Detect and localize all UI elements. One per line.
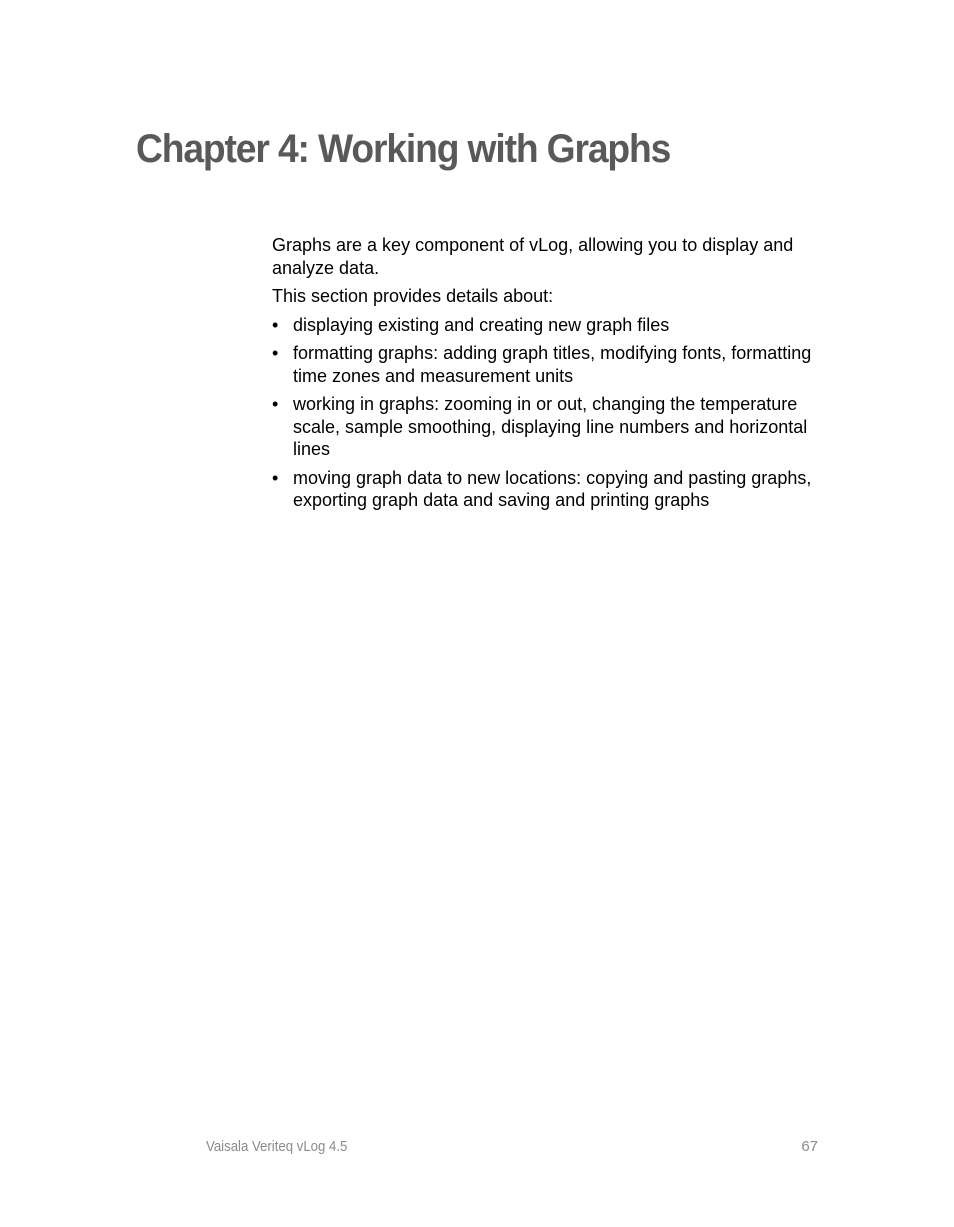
- bullet-icon: •: [272, 343, 279, 363]
- list-item-text: formatting graphs: adding graph titles, modifying fonts, formatting time zones and measurement units: [293, 343, 812, 386]
- topic-list: [272, 314, 832, 512]
- intro-lead-in: This section provides details about:: [272, 286, 554, 306]
- list-item: [272, 467, 832, 512]
- bullet-icon: •: [272, 314, 279, 335]
- chapter-intro: [272, 234, 832, 518]
- chapter-title: Chapter 4: Working with Graphs: [136, 127, 671, 171]
- footer-product-name: Vaisala Veriteq vLog 4.5: [206, 1138, 348, 1155]
- bullet-icon: •: [272, 394, 279, 414]
- list-item: [272, 314, 832, 337]
- list-item-text: displaying existing and creating new graph files: [293, 314, 670, 335]
- footer-page-number: 67: [801, 1138, 818, 1155]
- list-item: [272, 393, 832, 461]
- list-item-text: moving graph data to new locations: copying and pasting graphs, exporting graph data and saving and printing graphs: [293, 467, 812, 510]
- list-item: [272, 342, 832, 387]
- bullet-icon: •: [272, 467, 279, 488]
- intro-paragraph: Graphs are a key component of vLog, allowing you to display and analyze data.: [272, 235, 794, 278]
- list-item-text: working in graphs: zooming in or out, changing the temperature scale, sample smoothing, displaying line numbers and horizontal lines: [293, 394, 808, 459]
